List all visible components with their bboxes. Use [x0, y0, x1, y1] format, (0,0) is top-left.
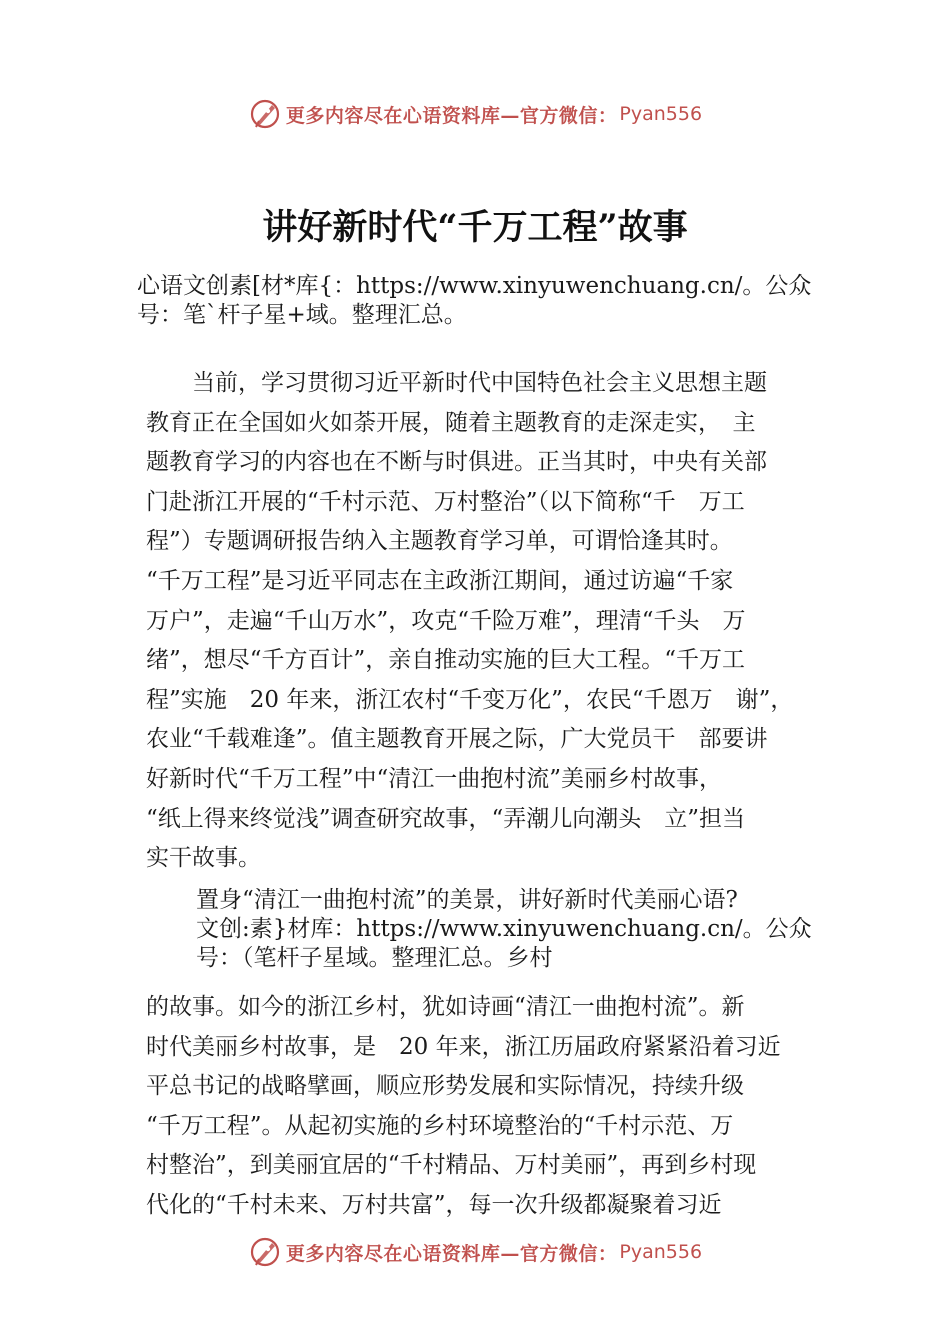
source-note-2: 置身“清江一曲抱村流”的美景，讲好新时代美丽心语? 文创:素}材库：https://www.xinyuwenchuang.cn/。公众 号：（笔杆子星域。整理汇总。乡村 — [196, 887, 812, 971]
source-note: 心语文创素[材*库{：https://www.xinyuwenchuang.cn/。公众 号：笔`杆子星+域。整理汇总。 — [137, 273, 812, 328]
feather-pen-logo-icon — [248, 1235, 282, 1269]
footer-banner — [0, 1232, 950, 1272]
body-paragraph-1: 当前，学习贯彻习近平新时代中国特色社会主义思想主题 教育正在全国如火如荼开展，随着主题教育的走深走实， 主 题教育学习的内容也在不断与时俱进。正当其时，中央有关部 门赴浙江开展的“千村示范、万村整治”（以下简称“千 万工 程”）专题调研报告纳入主题教育学习单，可谓恰逢其时。 “千万工程”是习近平同志在主政浙江期间，通过访遍“千家 万户”，走遍“千山万水”，攻克“千险万难”，理清“千头 万 绪”，想尽“千方百计”，亲自推动实施的巨大工程。“千万工 程”实施 20 年来，浙江农村“千变万化”，农民“千恩万 谢”， 农业“千载难逢”。值主题教育开展之际，广大党员干 部要讲 好新时代“千万工程”中“清江一曲抱村流”美丽乡村故事， “纸上得来终觉浅”调查研究故事，“弄潮儿向潮头 立”担当 实干故事。 — [146, 370, 794, 872]
document-title: 讲好新时代“千万工程”故事 — [262, 207, 688, 248]
body-paragraph-2: 的故事。如今的浙江乡村，犹如诗画“清江一曲抱村流”。新 时代美丽乡村故事，是 20 年来，浙江历届政府紧紧沿着习近 平总书记的战略擘画，顺应形势发展和实际情况，持续升级 “千万工程”。从起初实施的乡村环境整治的“千村示范、万 村整治”，到美丽宜居的“千村精品、万村美丽”，再到乡村现 代化的“千村未来、万村共富”，每一次升级都凝聚着习近 — [146, 994, 781, 1218]
banner-wechat-id: Pyan556 — [619, 103, 703, 125]
banner-text: 更多内容尽在心语资料库—官方微信： — [285, 104, 618, 127]
feather-pen-logo-icon — [248, 97, 282, 131]
banner-text: 更多内容尽在心语资料库—官方微信： — [285, 1242, 618, 1265]
header-banner — [0, 94, 950, 134]
banner-wechat-id: Pyan556 — [619, 1241, 703, 1263]
